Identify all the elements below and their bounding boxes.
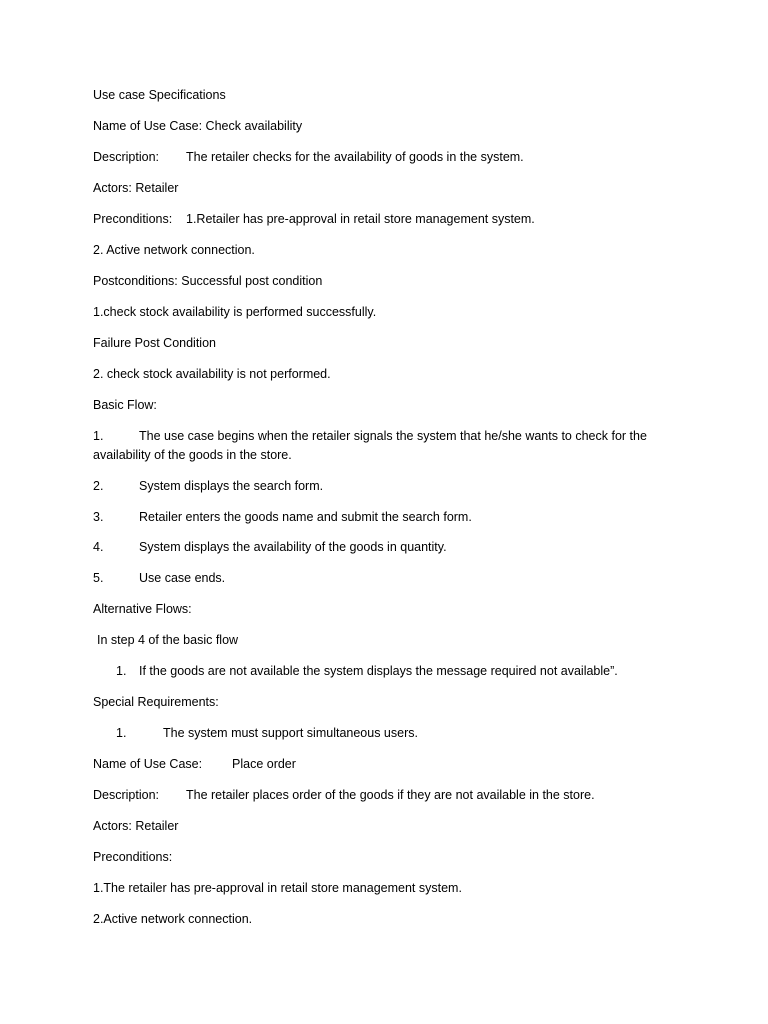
basic-flow-heading: Basic Flow: bbox=[93, 398, 157, 412]
use-case-1-description-label: Description: bbox=[93, 150, 159, 164]
alternative-flow-step-reference: In step 4 of the basic flow bbox=[97, 633, 239, 647]
special-requirements-heading: Special Requirements: bbox=[93, 695, 219, 709]
document-title: Use case Specifications bbox=[93, 88, 226, 102]
basic-flow-step-1-text: The use case begins when the retailer signals the system that he/she wants to check for the bbox=[139, 429, 647, 443]
use-case-2-preconditions-label: Preconditions: bbox=[93, 850, 173, 864]
use-case-2-name-value: Place order bbox=[232, 757, 296, 771]
use-case-1-description-text: The retailer checks for the availability of goods in the system. bbox=[186, 150, 524, 164]
use-case-1-description bbox=[93, 148, 159, 166]
use-case-2-description-label: Description: bbox=[93, 788, 159, 802]
use-case-1-precondition-1: 1.Retailer has pre-approval in retail store management system. bbox=[186, 212, 535, 226]
basic-flow-step-5-number: 5. bbox=[93, 571, 104, 585]
basic-flow-step-5-text: Use case ends. bbox=[139, 571, 226, 585]
use-case-2-description-text: The retailer places order of the goods if they are not available in the store. bbox=[186, 788, 595, 802]
use-case-1-precondition-2: 2. Active network connection. bbox=[93, 243, 255, 257]
special-requirement-1-number: 1. bbox=[116, 726, 127, 740]
special-requirement-1-text: The system must support simultaneous users. bbox=[163, 726, 418, 740]
use-case-2-name-label: Name of Use Case: bbox=[93, 757, 203, 771]
use-case-1-postcondition-1: 1.check stock availability is performed successfully. bbox=[93, 305, 377, 319]
use-case-2-precondition-2: 2.Active network connection. bbox=[93, 912, 253, 926]
use-case-2-precondition-1: 1.The retailer has pre-approval in retail store management system. bbox=[93, 881, 462, 895]
basic-flow-step-4-text: System displays the availability of the goods in quantity. bbox=[139, 540, 447, 554]
basic-flow-step-3-number: 3. bbox=[93, 510, 104, 524]
use-case-1-failure-2: 2. check stock availability is not performed. bbox=[93, 367, 331, 381]
alternative-flow-item-1-number: 1. bbox=[116, 664, 127, 678]
use-case-1-actors: Actors: Retailer bbox=[93, 181, 179, 195]
basic-flow-step-3-text: Retailer enters the goods name and submit the search form. bbox=[139, 510, 472, 524]
use-case-1-postconditions: Postconditions: Successful post condition bbox=[93, 274, 323, 288]
alternative-flows-heading: Alternative Flows: bbox=[93, 602, 192, 616]
basic-flow-step-1-number: 1. bbox=[93, 429, 104, 443]
basic-flow-step-2-text: System displays the search form. bbox=[139, 479, 324, 493]
use-case-2-actors: Actors: Retailer bbox=[93, 819, 179, 833]
basic-flow-step-1-text-continued: availability of the goods in the store. bbox=[93, 448, 292, 462]
use-case-1-preconditions-label: Preconditions: bbox=[93, 212, 173, 226]
basic-flow-step-2-number: 2. bbox=[93, 479, 104, 493]
use-case-1-failure-heading: Failure Post Condition bbox=[93, 336, 216, 350]
use-case-1-name: Name of Use Case: Check availability bbox=[93, 119, 303, 133]
alternative-flow-item-1-text: If the goods are not available the system displays the message required not available”. bbox=[139, 664, 618, 678]
basic-flow-step-4-number: 4. bbox=[93, 540, 104, 554]
